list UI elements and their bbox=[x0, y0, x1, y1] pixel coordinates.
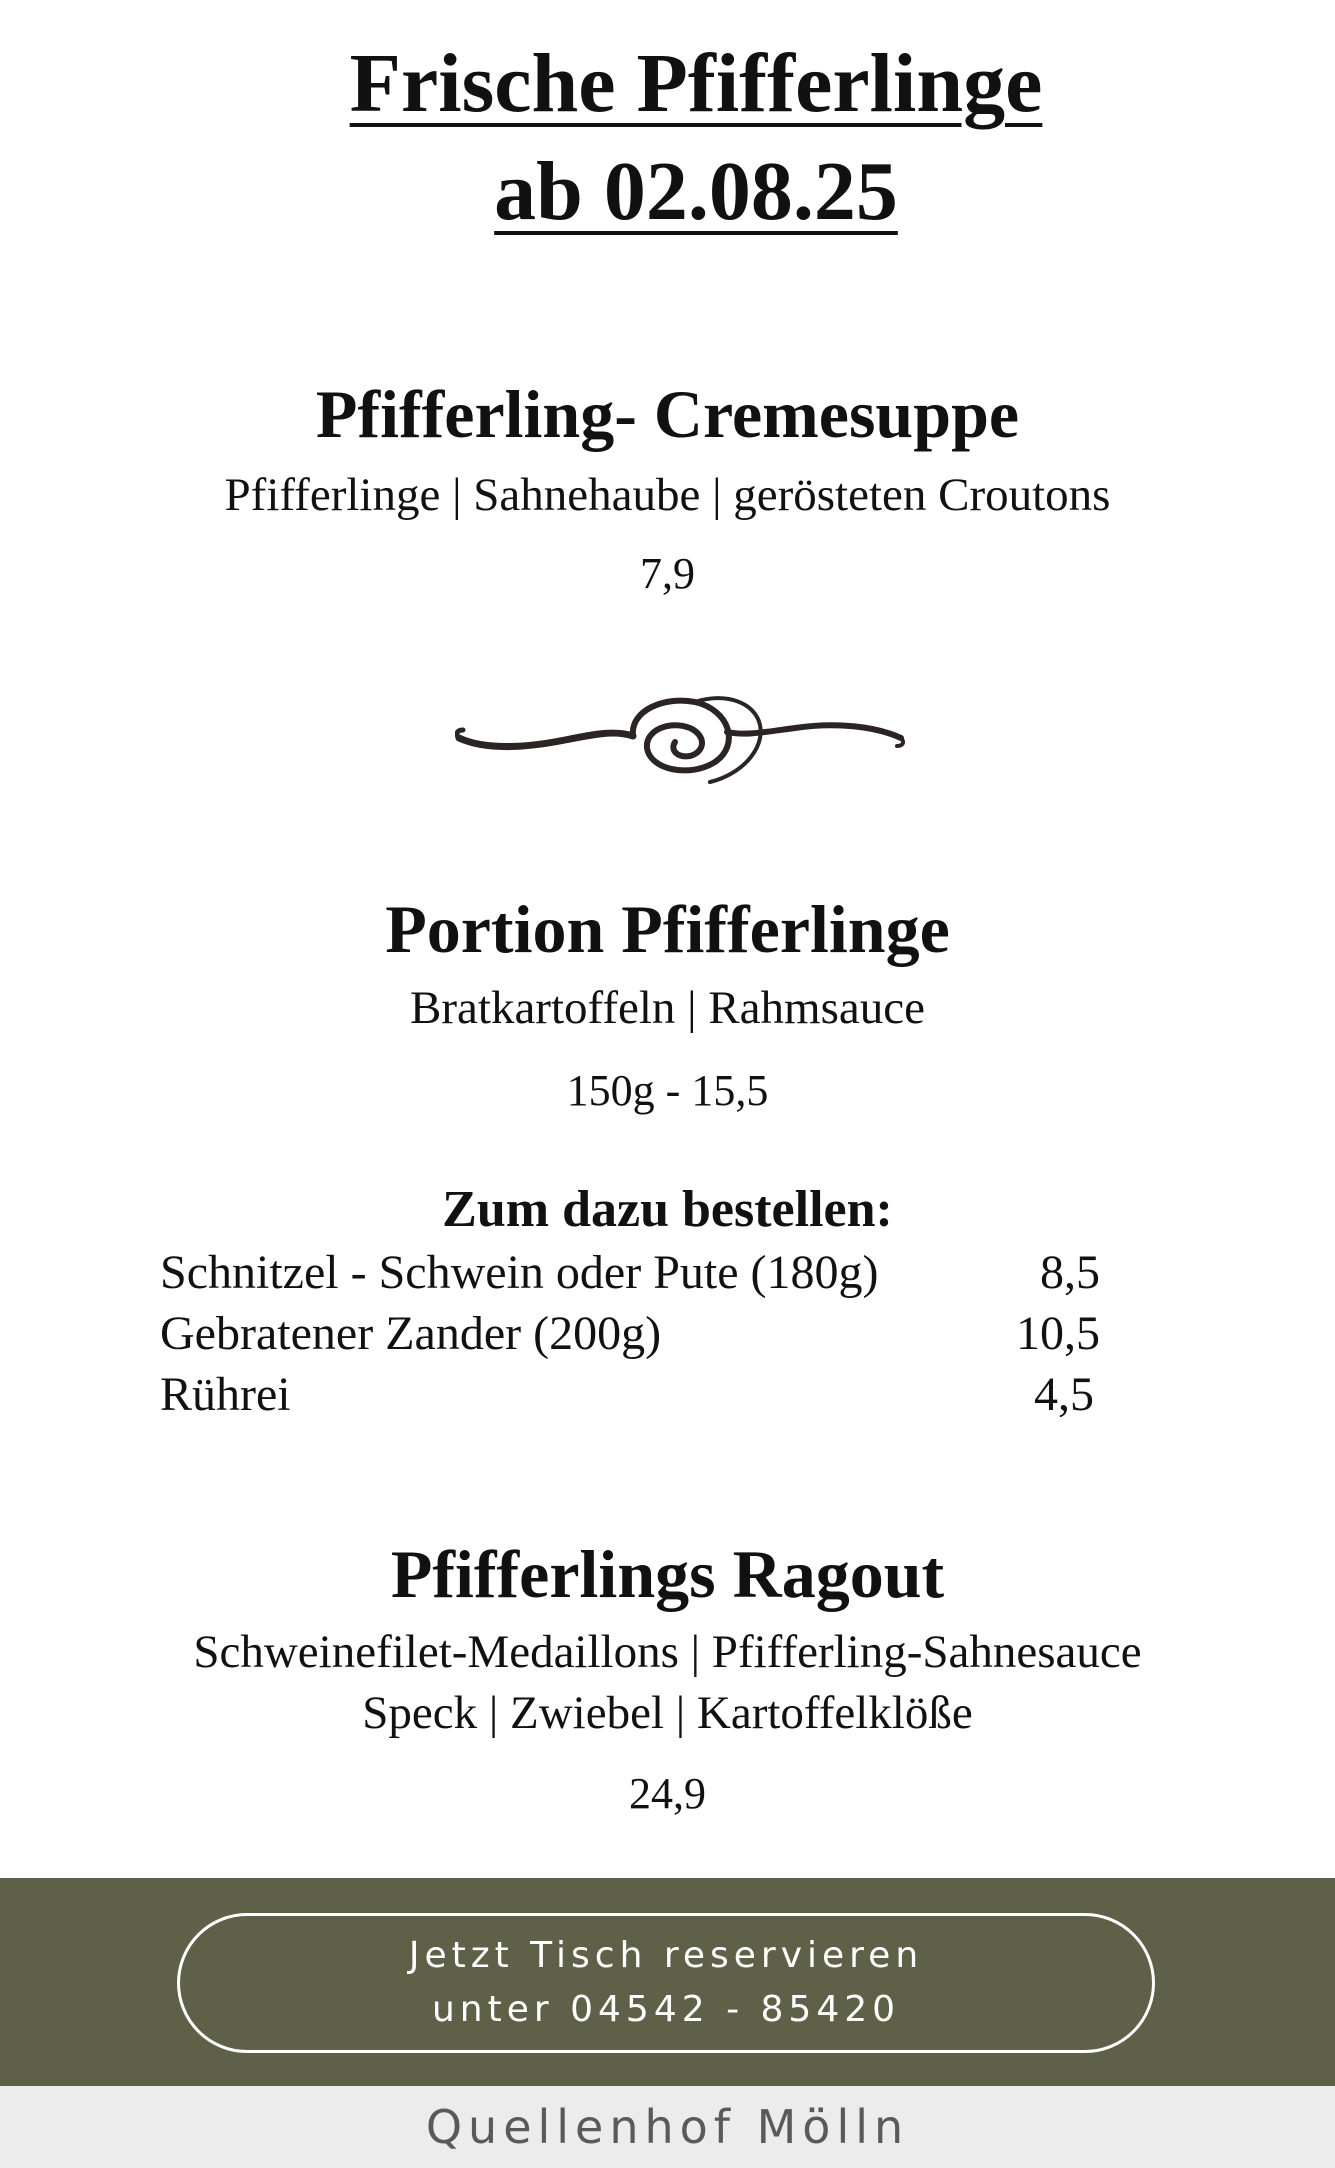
extra-item-price: 10,5 bbox=[1016, 1307, 1100, 1360]
dish-desc-ragout-line-1: Schweinefilet-Medaillons | Pfifferling-Sahnesauce bbox=[193, 1626, 1142, 1678]
dish-desc-cremesuppe: Pfifferlinge | Sahnehaube | gerösteten Croutons bbox=[224, 469, 1111, 521]
dish-title-portion: Portion Pfifferlinge bbox=[385, 891, 950, 967]
dish-desc-portion: Bratkartoffeln | Rahmsauce bbox=[410, 982, 925, 1034]
dish-price-portion: 150g - 15,5 bbox=[566, 1066, 769, 1115]
extra-item bbox=[160, 1245, 1100, 1307]
title-line-2: ab 02.08.25 bbox=[494, 145, 898, 238]
extra-item-name: Schnitzel - Schwein oder Pute (180g) bbox=[160, 1246, 879, 1299]
dish-title-cremesuppe: Pfifferling- Cremesuppe bbox=[315, 376, 1020, 452]
reserve-table-button[interactable] bbox=[177, 1913, 1155, 2053]
extra-item bbox=[160, 1306, 1100, 1368]
extra-item bbox=[160, 1367, 1100, 1429]
swirl-divider-icon bbox=[455, 690, 905, 795]
dish-price-cremesuppe: 7,9 bbox=[640, 549, 695, 598]
extra-item-name: Rührei bbox=[160, 1368, 291, 1421]
dish-title-ragout: Pfifferlings Ragout bbox=[390, 1536, 945, 1612]
extra-item-name: Gebratener Zander (200g) bbox=[160, 1307, 662, 1360]
dish-desc-ragout-line-2: Speck | Zwiebel | Kartoffelklöße bbox=[362, 1687, 973, 1739]
reserve-line-1: Jetzt Tisch reservieren bbox=[408, 1935, 924, 1976]
dish-price-ragout: 24,9 bbox=[629, 1769, 706, 1818]
footer-brand: Quellenhof Mölln bbox=[0, 2086, 1335, 2168]
title-line-1: Frische Pfifferlinge bbox=[349, 37, 1043, 130]
extras-heading: Zum dazu bestellen: bbox=[442, 1181, 893, 1238]
reserve-phone: unter 04542 - 85420 bbox=[431, 1989, 901, 2030]
extra-item-price: 8,5 bbox=[1040, 1246, 1100, 1299]
reservation-banner bbox=[0, 1878, 1335, 2086]
extra-item-price: 4,5 bbox=[1034, 1368, 1094, 1421]
page-title bbox=[0, 30, 1335, 246]
